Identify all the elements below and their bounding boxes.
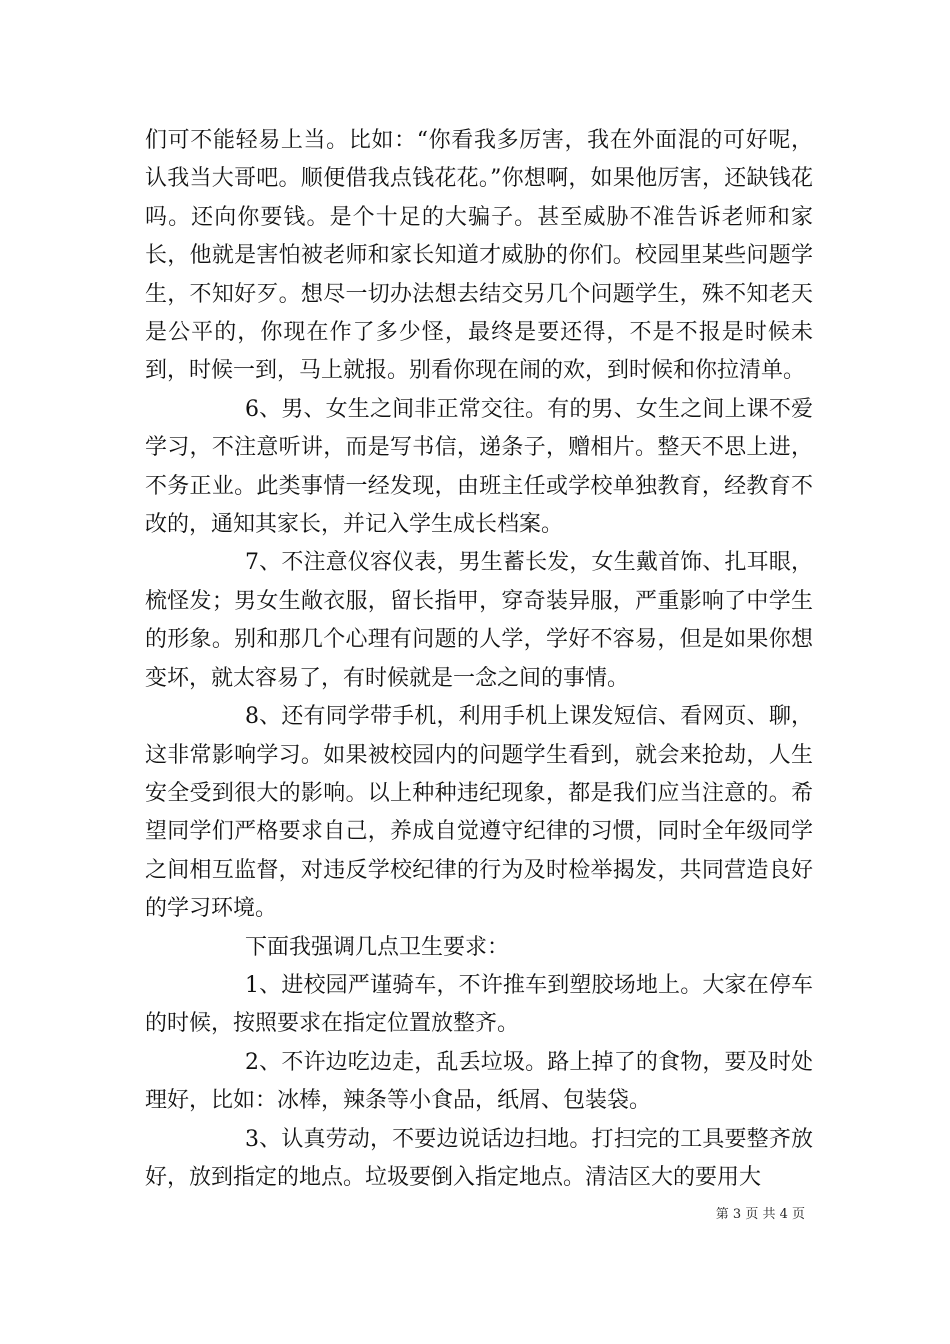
paragraph-5: 下面我强调几点卫生要求： — [245, 934, 510, 960]
document-body — [145, 122, 813, 1197]
paragraph-7: 2、不许边吃边走，乱丢垃圾。路上掉了的食物，要及时处理好，比如：冰棒，辣条等小食品，纸屑、包装袋。 — [145, 1049, 813, 1114]
paragraph-2: 6、男、女生之间非正常交往。有的男、女生之间上课不爱学习，不注意听讲，而是写书信，递条子，赠相片。整天不思上进，不务正业。此类事情一经发现，由班主任或学校单独教育，经教育不改的，通知其家长，并记入学生成长档案。 — [145, 396, 813, 538]
paragraph-8: 3、认真劳动，不要边说话边扫地。打扫完的工具要整齐放好，放到指定的地点。垃圾要倒入指定地点。清洁区大的要用大 — [145, 1126, 813, 1190]
paragraph-4: 8、还有同学带手机，利用手机上课发短信、看网页、聊，这非常影响学习。如果被校园内的问题学生看到，就会来抢劫，人生安全受到很大的影响。以上种种违纪现象，都是我们应当注意的。希望同学们严格要求自己，养成自觉遵守纪律的习惯，同时全年级同学之间相互监督，对违反学校纪律的行为及时检举揭发，共同营造良好的学习环境。 — [145, 704, 813, 922]
page-number-footer: 第 3 页 共 4 页 — [715, 1207, 805, 1222]
paragraph-3: 7、不注意仪容仪表，男生蓄长发，女生戴首饰、扎耳眼，梳怪发；男女生敞衣服，留长指甲，穿奇装异服，严重影响了中学生的形象。别和那几个心理有问题的人学，学好不容易，但是如果你想变坏，就太容易了，有时候就是一念之间的事情。 — [145, 550, 813, 691]
paragraph-6: 1、进校园严谨骑车，不许推车到塑胶场地上。大家在停车的时候，按照要求在指定位置放整齐。 — [145, 972, 813, 1037]
paragraph-1: 们可不能轻易上当。比如：“你看我多厉害，我在外面混的可好呢，认我当大哥吧。顺便借我点钱花花。”你想啊，如果他厉害，还缺钱花吗。还向你要钱。是个十足的大骗子。甚至威胁不准告诉老师和家长，他就是害怕被老师和家长知道才威胁的你们。校园里某些问题学生，不知好歹。想尽一切办法想去结交另几个问题学生，殊不知老天是公平的，你现在作了多少怪，最终是要还得，不是不报是时候未到，时候一到，马上就报。别看你现在闹的欢，到时候和你拉清单。 — [145, 128, 813, 384]
